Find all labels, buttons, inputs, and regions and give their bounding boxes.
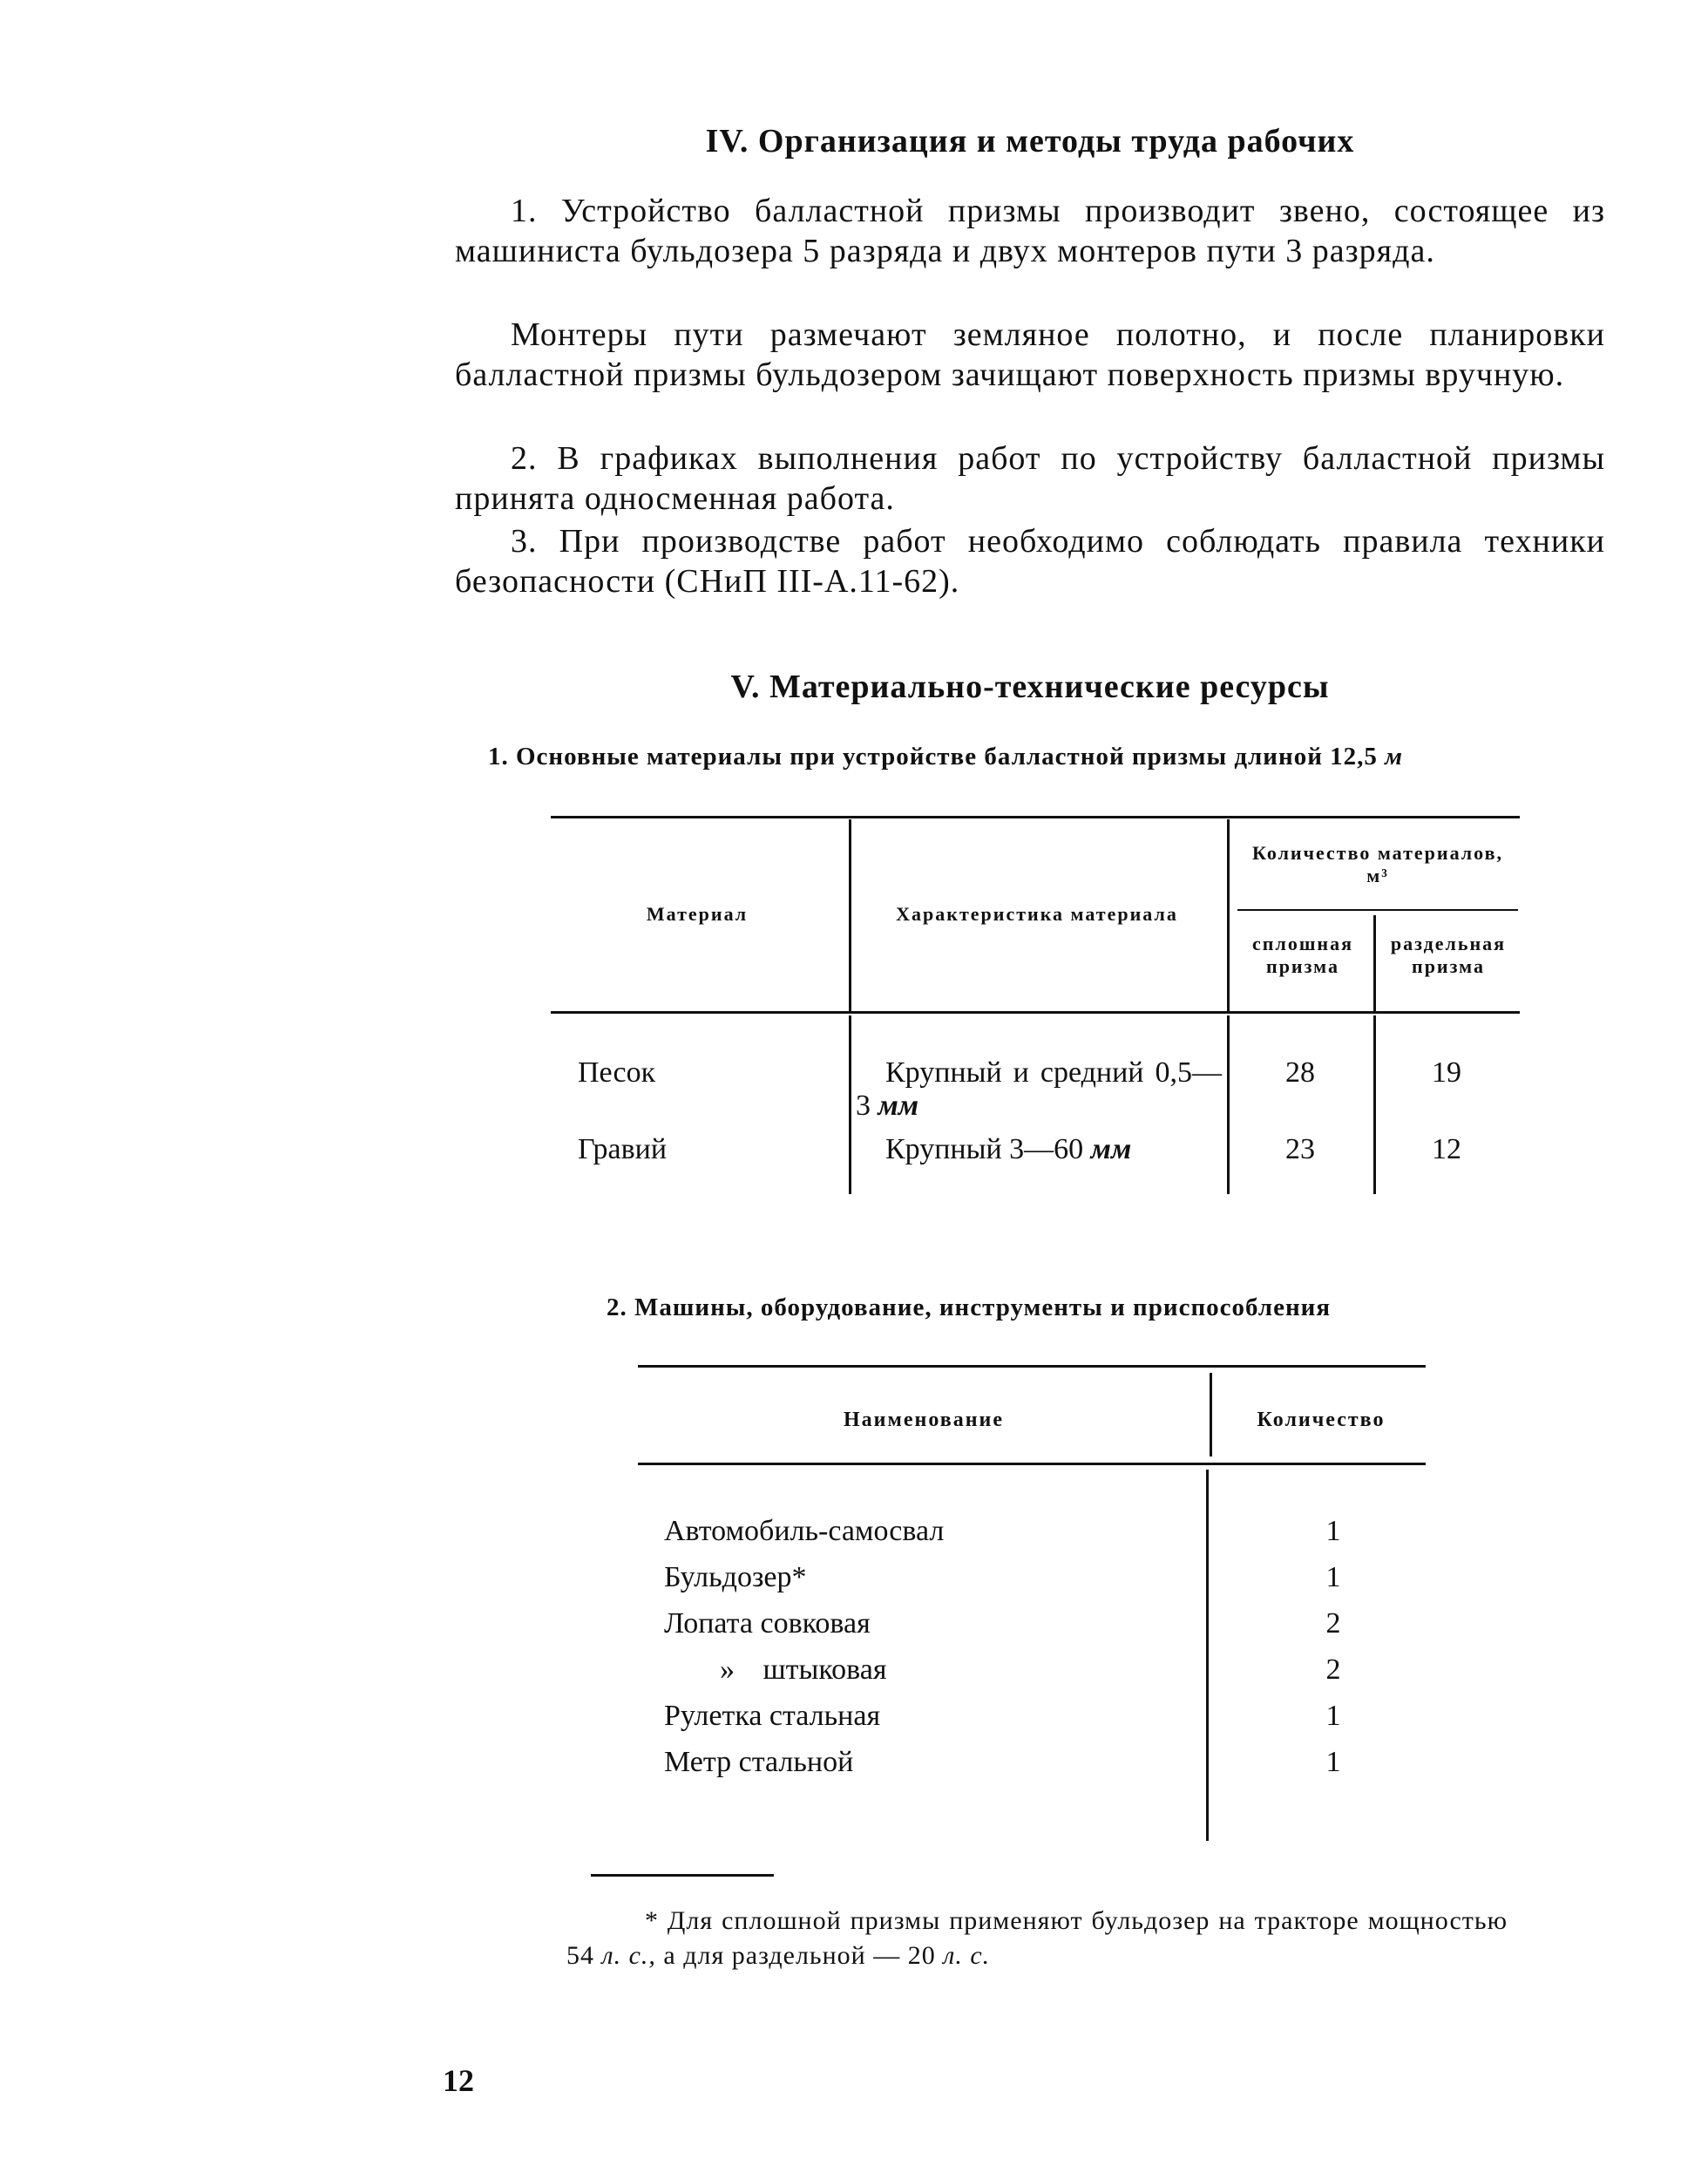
table-2-divider [1210,1373,1212,1456]
equipment-name: » штыковая [720,1653,887,1686]
section-4-title: IV. Организация и методы труда рабочих [705,123,1355,160]
equipment-name: Бульдозер* [664,1561,807,1593]
table-row-solid: 23 [1285,1133,1315,1165]
table-2-top-rule [638,1365,1426,1368]
header-solid: сплошная призма [1252,933,1353,977]
equipment-qty: 1 [1325,1515,1341,1547]
table-1-divider [1373,915,1376,1011]
header-characteristic: Характеристика материала [896,903,1178,925]
footnote-unit-1: л. с., [601,1941,656,1970]
footnote-text-a: * Для сплошной призмы применяют бульдозер на тракторе мощностью 54 [566,1906,1508,1970]
table-1-body-divider [1227,1015,1230,1194]
characteristic-unit: мм [1090,1133,1132,1165]
equipment-qty: 1 [1325,1746,1341,1778]
table-2-body-divider [1206,1470,1209,1841]
section-4-paragraph-3: 2. В графиках выполнения работ по устройству балластной призмы принята односменная работа. [455,440,1605,517]
table-1-top-rule [551,816,1520,818]
header-name: Наименование [844,1409,1004,1431]
table-1-caption-text: 1. Основные материалы при устройстве балластной призмы длиной 12,5 [488,743,1378,771]
section-4-paragraph-1: 1. Устройство балластной призмы производит звено, состоящее из машиниста бульдозера 5 разряда и двух монтеров пути 3 разряда. [455,193,1605,269]
section-5-title: V. Материально-технические ресурсы [730,669,1330,705]
table-row-separate: 12 [1432,1133,1461,1165]
table-row-characteristic [856,1056,1222,1123]
equipment-name: Автомобиль-самосвал [664,1515,945,1547]
table-row-characteristic [885,1133,1131,1166]
table-1-sub-rule [1237,909,1518,911]
table-1-body-divider [849,1015,851,1194]
footnote-text-b: а для раздельной — 20 [663,1941,936,1970]
table-row-material: Гравий [578,1133,668,1165]
table-row-material: Песок [578,1056,656,1089]
table-1-divider [1227,819,1230,1011]
header-material: Материал [646,903,749,925]
characteristic-text: Крупный 3—60 [885,1133,1084,1165]
footnote [566,1904,1508,1973]
equipment-qty: 1 [1325,1561,1341,1593]
header-qty: Количество [1257,1409,1386,1431]
table-1-divider [849,819,851,1011]
header-separate: раздельная призма [1390,933,1507,977]
table-1-header-rule [551,1011,1520,1014]
page-number: 12 [443,2063,474,2098]
equipment-name: Метр стальной [664,1746,854,1778]
section-4-paragraph-2: Монтеры пути размечают земляное полотно, и после планировки балластной призмы бульдозером зачищают поверхность призмы вручную. [455,316,1605,393]
equipment-qty: 2 [1325,1607,1341,1640]
equipment-qty: 1 [1325,1700,1341,1732]
equipment-name: Лопата совковая [664,1607,871,1640]
table-2-caption: 2. Машины, оборудование, инструменты и приспособления [607,1293,1332,1321]
equipment-name: Рулетка стальная [664,1700,881,1732]
equipment-qty: 2 [1325,1653,1341,1686]
characteristic-unit: мм [878,1090,919,1122]
table-1-caption [488,743,1403,771]
footnote-rule [591,1874,774,1877]
characteristic-text: Крупный и средний 0,5—3 [856,1056,1222,1122]
table-row-solid: 28 [1285,1056,1315,1089]
table-2-header-rule [638,1463,1426,1465]
table-1-body-divider [1373,1015,1376,1194]
section-4-paragraph-4: 3. При производстве работ необходимо соблюдать правила техники безопасности (СНиП III-А.11-62). [455,523,1605,600]
footnote-unit-2: л. с. [943,1941,991,1970]
header-quantity: Количество материалов, м³ [1252,842,1503,886]
table-1-caption-unit: м [1385,743,1404,771]
table-row-separate: 19 [1432,1056,1461,1089]
